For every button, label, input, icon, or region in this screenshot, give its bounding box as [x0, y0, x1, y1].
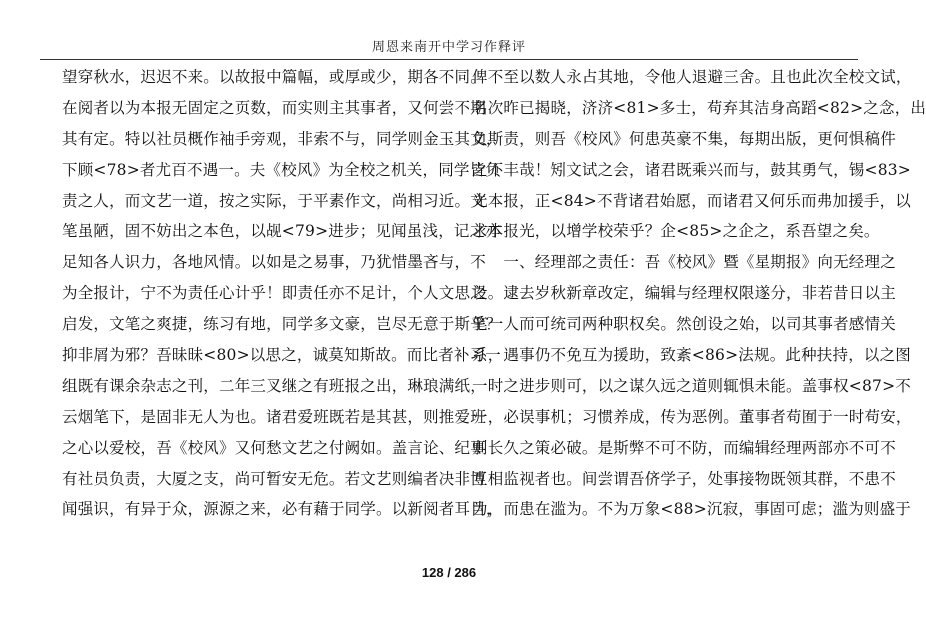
right-column — [472, 62, 926, 525]
text-line: 负斯责，则吾《校风》何患英豪不集，每期出版，更何惧稿件 — [472, 129, 896, 148]
page-header-title: 周恩来南开中学习作释评 — [371, 40, 526, 55]
page-number: 128 / 286 — [421, 565, 477, 580]
text-line: 为全报计，宁不为责任心计乎！即责任亦不足计，个人文思之 — [62, 284, 486, 303]
text-line: 闻强识，有异于众，源源之来，必有藉于同学。以新阅者耳目， — [62, 500, 502, 519]
left-column — [62, 62, 502, 525]
text-line: 笔一人而可统司两种职权矣。然创设之始，以司其事者感情关 — [472, 315, 896, 334]
text-line: 责之人，而文艺一道，按之实际，于平素作文，尚相习近。文 — [62, 191, 486, 210]
text-line: 足知各人识力，各地风情。以如是之易事，乃犹惜墨吝与，不 — [62, 253, 486, 272]
text-line: 名次昨已揭晓，济济<81>多士，苟弃其洁身高蹈<82>之念，出 — [472, 98, 926, 117]
text-line: 为，而患在滥为。不为万象<88>沉寂，事固可虑；滥为则盛于 — [472, 500, 911, 519]
text-line: 云烟笔下，是固非无人为也。诸君爱班既若是其甚，则推爱班 — [62, 407, 486, 426]
text-line: 则长久之策必破。是斯弊不可不防，而编辑经理两部亦不可不 — [472, 438, 896, 457]
text-line: 之不丰哉！矧文试之会，诸君既乘兴而与，鼓其勇气，锡<83> — [472, 160, 911, 179]
text-line: 一、经理部之责任：吾《校风》暨《星期报》向无经理之 — [472, 253, 896, 272]
text-line: 设。逮去岁秋新章改定，编辑与经理权限遂分，非若昔日以主 — [472, 284, 896, 303]
text-line: 之心以爱校，吾《校风》又何愁文艺之付阙如。盖言论、纪事 — [62, 438, 486, 457]
text-line: 一，必误事机；习惯养成，传为恶例。董事者苟囿于一时苟安， — [472, 407, 912, 426]
text-line: 组既有课余杂志之刊，二年三叉继之有班报之出，琳琅满纸， — [62, 376, 486, 395]
text-line: 俾不至以数人永占其地，令他人退避三舍。且也此次全校文试， — [472, 68, 912, 86]
text-line: 在阅者以为本报无固定之页数，而实则主其事者，又何尝不期 — [62, 98, 486, 117]
text-line: 求本报光，以增学校荣乎？企<85>之企之，系吾望之矣。 — [472, 222, 880, 241]
text-line: 启发，文笔之爽捷，练习有地，同学多文豪，岂尽无意于斯乎？ — [62, 315, 502, 334]
text-line: 系，遇事仍不免互为援助，致紊<86>法规。此种扶持，以之图 — [472, 346, 911, 365]
text-line: 笔虽陋，固不妨出之本色，以觇<79>进步；见闻虽浅，记之亦 — [62, 222, 501, 241]
text-line: 光本报，正<84>不背诸君始愿，而诸君又何乐而弗加援手，以 — [472, 191, 911, 210]
text-line: 抑非屑为邪？吾昧昧<80>以思之，诚莫知斯故。而比者补习一 — [62, 346, 501, 365]
text-line: 下顾<78>者尤百不遇一。夫《校风》为全校之机关，同学皆负 — [62, 160, 501, 179]
text-line: 一时之进步则可，以之谋久远之道则辄惧未能。盖事权<87>不 — [472, 376, 911, 395]
header-divider — [40, 59, 858, 60]
text-line: 互相监视者也。间尝谓吾侪学子，处事接物既领其群，不患不 — [472, 469, 896, 488]
text-line: 有社员负责，大厦之支，尚可暂安无危。若文艺则编者决非博 — [62, 469, 486, 488]
text-line: 其有定。特以社员概作袖手旁观，非索不与，同学则金玉其文， — [62, 129, 502, 148]
text-line: 望穿秋水，迟迟不来。以故报中篇幅，或厚或少，期各不同。 — [62, 68, 486, 86]
